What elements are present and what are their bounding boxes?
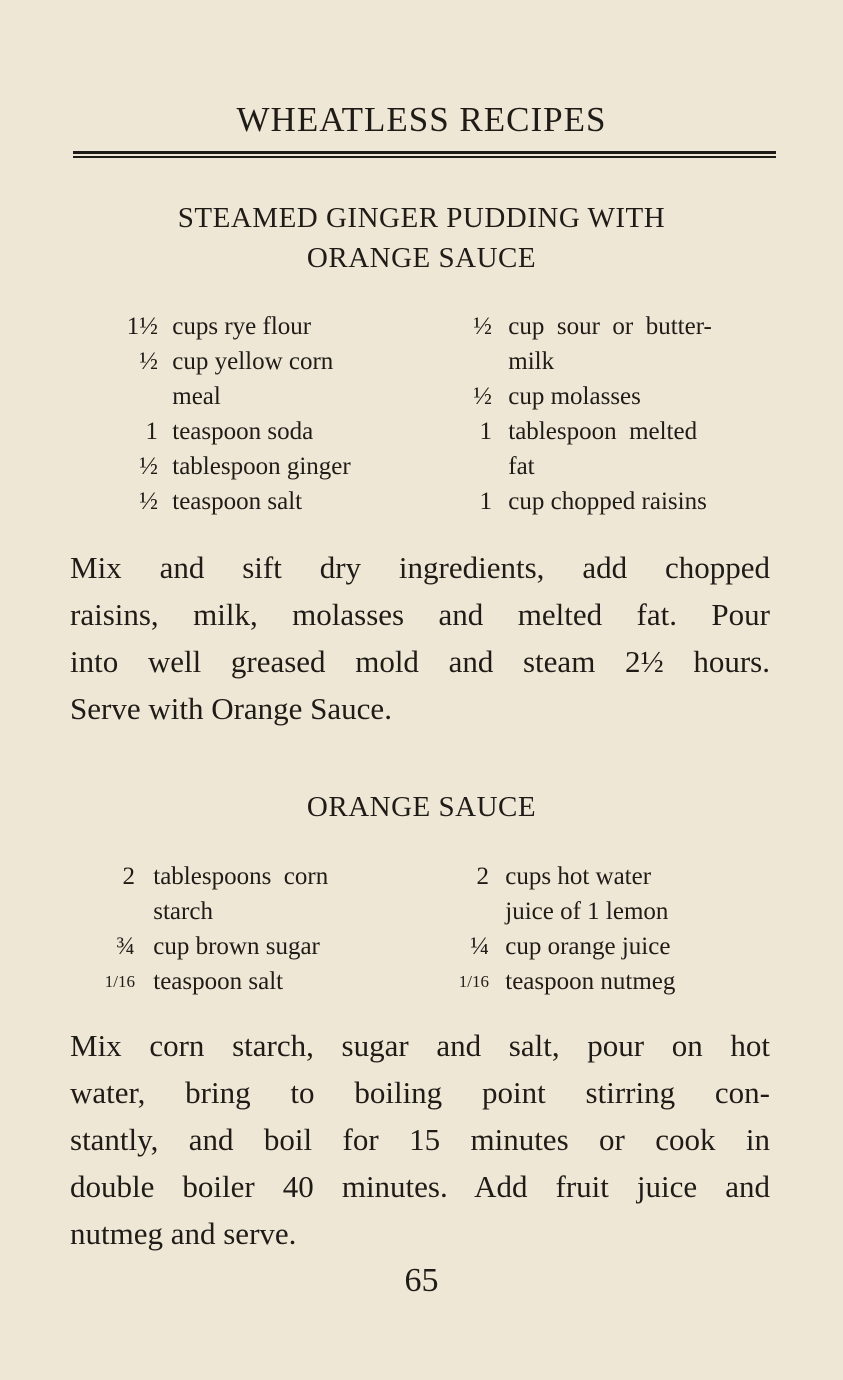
ingredient-item [445, 859, 675, 894]
ingredient-item [445, 929, 675, 964]
recipe-title-line-2: ORANGE SAUCE [306, 242, 537, 274]
ingredient-quantity: ¼ [470, 933, 489, 960]
ingredient-list-left [100, 309, 351, 519]
ingredient-text: cup chopped raisins [508, 488, 707, 515]
ingredient-quantity: 1 [145, 418, 158, 445]
ingredient-text: tablespoon ginger [172, 453, 351, 480]
ingredient-quantity: ½ [139, 348, 158, 375]
ingredient-quantity: 2 [476, 863, 489, 890]
ingredient-item [450, 379, 712, 414]
ingredient-item [100, 344, 351, 379]
ingredient-text: milk [508, 348, 555, 375]
ingredient-item-continued [445, 894, 675, 929]
ingredient-list-left [90, 859, 328, 999]
ingredient-text: tablespoons corn [153, 863, 329, 890]
recipe-title: STEAMED GINGER PUDDING WITH [177, 202, 666, 234]
ingredient-text: teaspoon salt [153, 968, 284, 995]
ingredient-text: cups rye flour [172, 313, 312, 340]
ingredient-quantity: 1 [479, 488, 492, 515]
ingredient-text: cup brown sugar [153, 933, 320, 960]
ingredient-text: teaspoon soda [172, 418, 314, 445]
ingredient-item-continued [450, 449, 712, 484]
ingredient-quantity: ¾ [116, 933, 135, 960]
method-line: Mix and sift dry ingredients, add chopped [70, 550, 770, 585]
method-line: raisins, milk, molasses and melted fat. Pour [70, 597, 770, 632]
ingredient-text: cup sour or butter- [508, 313, 712, 340]
ingredient-quantity: 2 [122, 863, 135, 890]
ingredient-text: fat [508, 453, 535, 480]
running-head: WHEATLESS RECIPES [236, 100, 607, 139]
ingredient-text: cup yellow corn [172, 348, 334, 375]
ingredient-item [100, 484, 351, 519]
ingredient-quantity: 1½ [126, 313, 158, 340]
ingredient-text: tablespoon melted [508, 418, 698, 445]
ingredient-item-continued [100, 379, 351, 414]
ingredient-text: cup molasses [508, 383, 641, 410]
ingredient-item [450, 309, 712, 344]
ingredient-text: juice of 1 lemon [505, 898, 669, 925]
method-line: water, bring to boiling point stirring con- [70, 1075, 770, 1110]
method-line: Serve with Orange Sauce. [70, 691, 392, 726]
method-line: into well greased mold and steam 2½ hours. [70, 644, 770, 679]
ingredient-item [90, 859, 328, 894]
ingredient-item [100, 414, 351, 449]
recipe-method [70, 544, 770, 732]
ingredient-list-right [445, 859, 675, 999]
ingredient-text: cups hot water [505, 863, 652, 890]
ingredient-item-continued [450, 344, 712, 379]
ingredient-quantity: ½ [473, 383, 492, 410]
ingredient-item-continued [90, 894, 328, 929]
ingredient-item [450, 414, 712, 449]
ingredient-text: starch [153, 898, 213, 925]
ingredient-list-right [450, 309, 712, 519]
ingredient-item [90, 964, 328, 999]
header-rule [73, 151, 776, 154]
ingredient-quantity: ½ [139, 453, 158, 480]
ingredient-quantity: 1/16 [458, 972, 489, 991]
ingredient-item [445, 964, 675, 999]
ingredient-text: meal [172, 383, 221, 410]
recipe-method [70, 1022, 770, 1257]
header-rule-double [73, 156, 776, 158]
ingredient-text: cup orange juice [505, 933, 671, 960]
method-line: Mix corn starch, sugar and salt, pour on hot [70, 1028, 770, 1063]
ingredient-item [100, 309, 351, 344]
ingredient-quantity: 1/16 [104, 972, 135, 991]
method-line: double boiler 40 minutes. Add fruit juice and [70, 1169, 770, 1204]
ingredient-item [450, 484, 712, 519]
method-line: nutmeg and serve. [70, 1216, 297, 1251]
ingredient-text: teaspoon salt [172, 488, 303, 515]
recipe-title: ORANGE SAUCE [306, 791, 537, 823]
ingredient-item [100, 449, 351, 484]
ingredient-quantity: ½ [139, 488, 158, 515]
ingredient-item [90, 929, 328, 964]
method-line: stantly, and boil for 15 minutes or cook in [70, 1122, 770, 1157]
page-number: 65 [404, 1262, 439, 1299]
ingredient-quantity: 1 [479, 418, 492, 445]
ingredient-quantity: ½ [473, 313, 492, 340]
ingredient-text: teaspoon nutmeg [505, 968, 676, 995]
